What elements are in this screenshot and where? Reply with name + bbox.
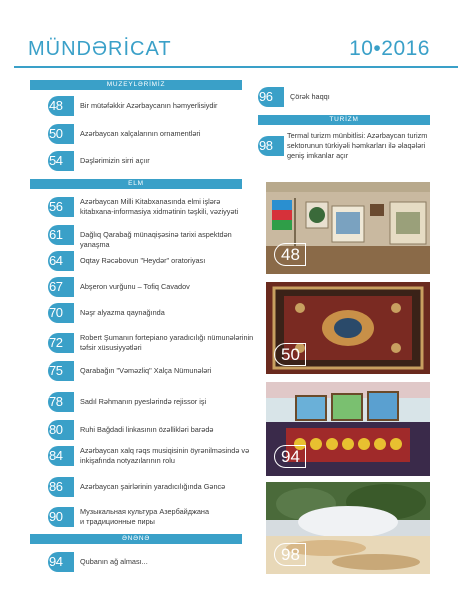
entry-title: Robert Şumanın fortepiano yaradıcılığı nümunələrinin təfsir xüsusiyyətləri [80, 333, 254, 352]
entry-title: Музыкальная культура Азербайджана и традиционные пиры [80, 507, 209, 526]
photo-page-number: 98 [274, 543, 306, 566]
page-number-badge: 80 [48, 420, 74, 440]
entry-title: Dağlıq Qarabağ münaqişəsinə tarixi aspektdən yanaşma [80, 230, 232, 249]
toc-entry[interactable] [48, 124, 258, 146]
toc-entry[interactable] [48, 303, 258, 325]
entry-title: Dəşlərimizin sirri açıır [80, 156, 150, 165]
photo-page-number: 94 [274, 445, 306, 468]
toc-entry[interactable] [258, 87, 433, 109]
entry-title: Qarabağın "Vəməzliq" Xalça Nümunələri [80, 366, 212, 375]
entry-title: Çörək haqqı [290, 92, 330, 101]
photo-museum [266, 182, 430, 274]
toc-entry[interactable] [48, 446, 258, 468]
page-title: MÜNDƏRİCAT [28, 38, 172, 60]
page-header [0, 0, 458, 68]
entry-title: Ruhi Bağdadi linkasının özəllikləri barədə [80, 425, 214, 434]
page-number-badge: 72 [48, 333, 74, 353]
page-number-badge: 84 [48, 446, 74, 466]
toc-entry[interactable] [48, 392, 258, 414]
entry-title: Azərbaycan xalq rəqs musiqisinin öyrənilməsində və inkişafında notyazılarının rolu [80, 446, 250, 465]
entry-title: Azərbaycan şairlərinin yaradıcılığında Gəncə [80, 482, 226, 491]
page-number-badge: 70 [48, 303, 74, 323]
entry-title: Termal turizm münbitlisi: Azərbaycan turizm sektorunun türkiyəli həmkarları ilə əlaqələri geniş imkanlar açır [287, 131, 428, 160]
entry-title: Abşeron vurğunu – Tofiq Cavadov [80, 282, 190, 291]
photo-apple-festival [266, 382, 430, 476]
page-number-badge: 56 [48, 197, 74, 217]
page-number-badge: 98 [258, 136, 284, 156]
toc-entry[interactable] [48, 420, 258, 442]
header-divider [14, 66, 458, 68]
toc-entry[interactable] [48, 96, 258, 118]
section-bar-elm [30, 179, 242, 189]
photo-page-number: 50 [274, 343, 306, 366]
section-label: TURİZM [329, 116, 359, 123]
page-number-badge: 67 [48, 277, 74, 297]
toc-entry[interactable] [48, 552, 258, 574]
section-bar-muzeylerimiz [30, 80, 242, 90]
page-number-badge: 86 [48, 477, 74, 497]
page-number-badge: 61 [48, 225, 74, 245]
issue-number: 10•2016 [349, 37, 430, 60]
section-label: ƏNƏNƏ [121, 535, 151, 542]
toc-entry[interactable] [48, 197, 258, 219]
entry-title: Oqtay Rəcəbovun "Heydər" oratoriyası [80, 256, 206, 265]
toc-entry[interactable] [258, 131, 433, 160]
page-number-badge: 54 [48, 151, 74, 171]
photo-carpet [266, 282, 430, 374]
toc-entry[interactable] [48, 151, 258, 173]
toc-entry[interactable] [48, 361, 258, 383]
page-number-badge: 96 [258, 87, 284, 107]
entry-title: Nəşr alyazma qaynağında [80, 308, 165, 317]
page-number-badge: 90 [48, 507, 74, 527]
page-number-badge: 75 [48, 361, 74, 381]
page-number-badge: 48 [48, 96, 74, 116]
entry-title: Bir mütəfəkkir Azərbaycanın həmyerlisiydir [80, 101, 218, 110]
page-number-badge: 64 [48, 251, 74, 271]
section-bar-enene [30, 534, 242, 544]
toc-entry[interactable] [48, 277, 258, 299]
page-number-badge: 50 [48, 124, 74, 144]
toc-entry[interactable] [48, 251, 258, 273]
toc-entry[interactable] [48, 477, 258, 499]
entry-title: Qubanın ağ alması... [80, 557, 148, 566]
section-label: ELM [128, 180, 144, 187]
toc-entry[interactable] [48, 507, 258, 529]
page-number-badge: 94 [48, 552, 74, 572]
section-label: MUZEYLƏRİMİZ [106, 81, 166, 88]
entry-title: Azərbaycan xalçalarının ornamentləri [80, 129, 201, 138]
section-bar-turizm [258, 115, 430, 125]
entry-title: Azərbaycan Milli Kitabxanasında elmi işlərə kitabxana-informasiya xidmətinin təşkili, vəziyyəti [80, 197, 239, 216]
toc-entry[interactable] [48, 225, 258, 247]
entry-title: Sadıl Rəhmanın pyeslərində rejissor işi [80, 397, 207, 406]
photo-thermal-springs [266, 482, 430, 574]
page-number-badge: 78 [48, 392, 74, 412]
toc-entry[interactable] [48, 333, 258, 355]
photo-page-number: 48 [274, 243, 306, 266]
